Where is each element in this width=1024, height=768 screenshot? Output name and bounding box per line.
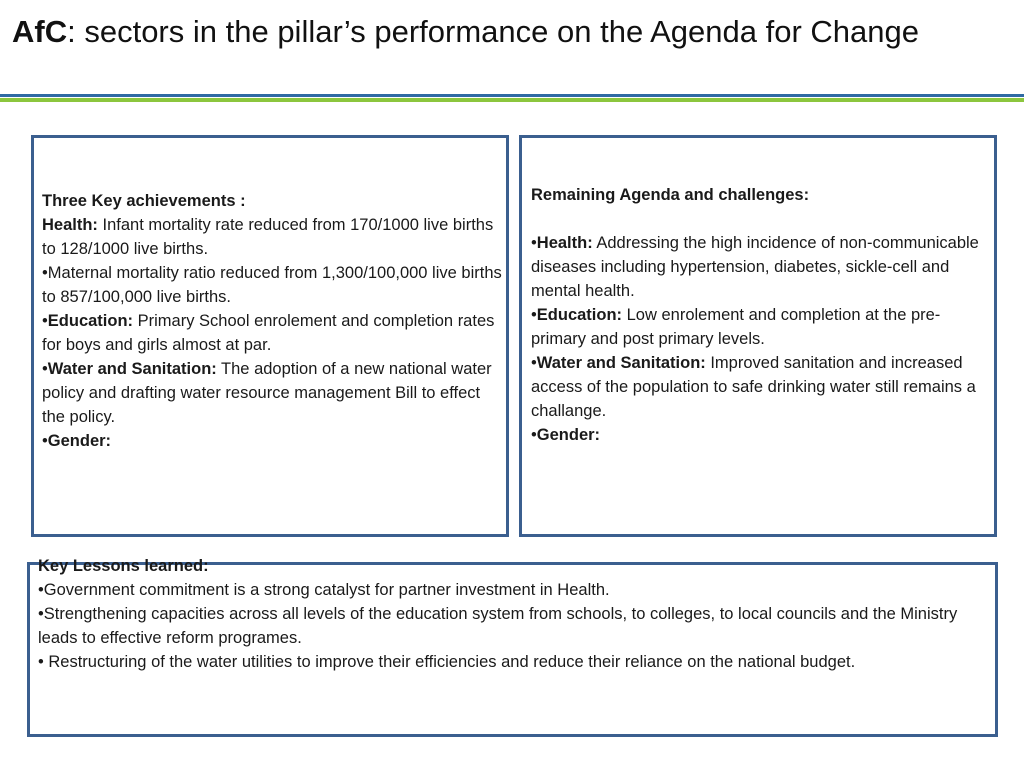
paragraph-spacer xyxy=(531,207,991,231)
achievement-water xyxy=(42,357,504,429)
lesson-item: • Restructuring of the water utilities to improve their efficiencies and reduce their reliance on the national budget. xyxy=(38,653,856,671)
remaining-health xyxy=(531,231,991,303)
achievement-education xyxy=(42,309,504,357)
achievements-heading: Three Key achievements : xyxy=(42,192,246,210)
lessons-text xyxy=(38,554,988,674)
achievement-health-label: Health: xyxy=(42,216,98,234)
remaining-water xyxy=(531,351,991,423)
bullet: • xyxy=(531,234,537,252)
bullet: • xyxy=(531,306,537,324)
bullet: • xyxy=(42,432,48,450)
achievements-text xyxy=(42,189,504,453)
title-acronym: AfC xyxy=(12,14,68,49)
achievement-education-text: Primary School enrolement and completion rates for boys and girls almost at par. xyxy=(42,312,495,354)
remaining-health-text: Addressing the high incidence of non-communicable diseases including hypertension, diabetes, sickle-cell and mental health. xyxy=(531,234,979,300)
achievement-water-text: The adoption of a new national water policy and drafting water resource management Bill to effect the policy. xyxy=(42,360,492,426)
remaining-education-text: Low enrolement and completion at the pre-primary and post primary levels. xyxy=(531,306,941,348)
title-text: : sectors in the pillar’s performance on the Agenda for Change xyxy=(67,14,919,49)
bullet: • xyxy=(531,354,537,372)
achievement-gender xyxy=(42,429,504,453)
remaining-health-label: Health: xyxy=(536,234,593,252)
slide-title xyxy=(12,10,1002,54)
remaining-agenda-text xyxy=(531,183,991,447)
bullet: • xyxy=(531,426,537,444)
remaining-water-text: Improved sanitation and increased access of the population to safe drinking water still remains a challange. xyxy=(531,354,976,420)
remaining-education xyxy=(531,303,991,351)
remaining-water-label: Water and Sanitation: xyxy=(536,354,706,372)
title-rule-blue xyxy=(0,94,1024,97)
achievement-maternal: •Maternal mortality ratio reduced from 1,300/100,000 live births to 857/100,000 live births. xyxy=(42,264,502,306)
achievement-health xyxy=(42,213,504,261)
achievement-water-label: Water and Sanitation: xyxy=(47,360,217,378)
bullet: • xyxy=(42,312,48,330)
achievement-health-text: Infant mortality rate reduced from 170/1000 live births to 128/1000 live births. xyxy=(42,216,494,258)
title-rule-green xyxy=(0,98,1024,102)
bullet: • xyxy=(42,360,48,378)
lessons-heading: Key Lessons learned: xyxy=(38,557,209,575)
remaining-gender xyxy=(531,423,991,447)
lesson-item: •Strengthening capacities across all levels of the education system from schools, to colleges, to local councils and the Ministry leads to effective reform programes. xyxy=(38,605,958,647)
achievement-education-label: Education: xyxy=(47,312,134,330)
remaining-education-label: Education: xyxy=(536,306,623,324)
remaining-gender-label: Gender: xyxy=(536,426,601,444)
lesson-item: •Government commitment is a strong catalyst for partner investment in Health. xyxy=(38,581,610,599)
achievement-gender-label: Gender: xyxy=(47,432,112,450)
remaining-heading: Remaining Agenda and challenges: xyxy=(531,186,810,204)
